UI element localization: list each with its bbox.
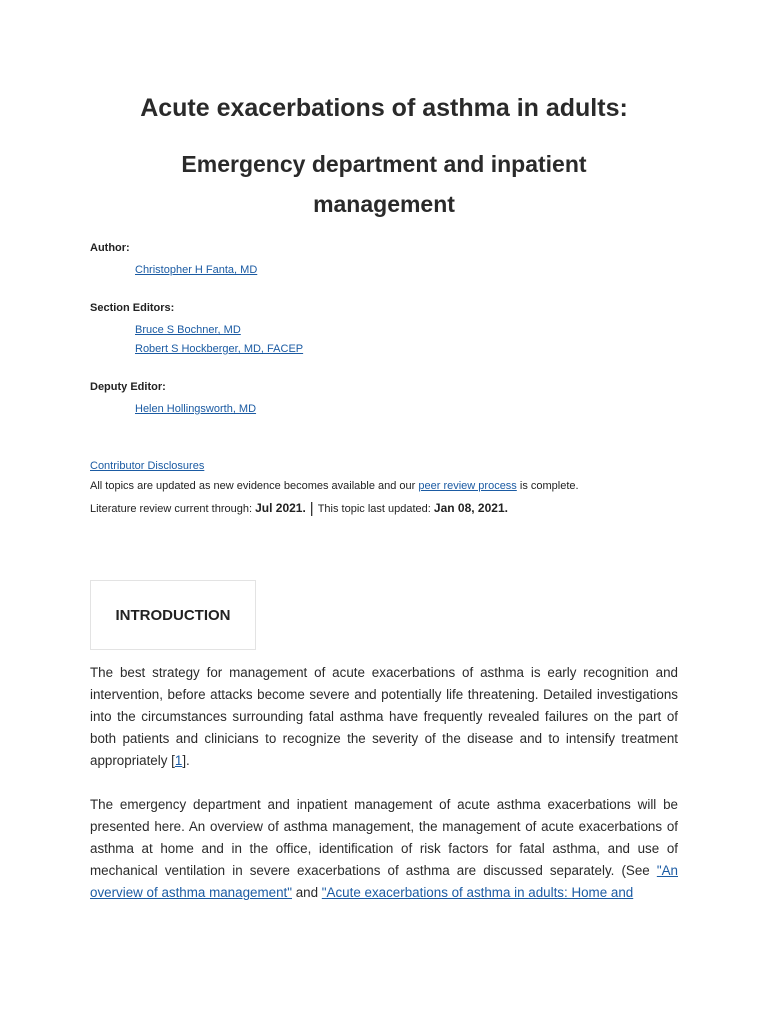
acute-exacerbations-home-link[interactable]: "Acute exacerbations of asthma in adults: Home and	[321, 885, 634, 900]
last-updated-date: Jan 08, 2021.	[433, 501, 508, 515]
title-line2: Emergency department and inpatient management	[181, 151, 587, 217]
section-editor-link-1[interactable]: Bruce S Bochner, MD	[135, 324, 241, 336]
paragraph-2	[90, 794, 678, 904]
reference-link-1[interactable]: 1	[174, 753, 183, 768]
paragraph-1-text: The best strategy for management of acute exacerbations of asthma is early recognition and intervention, before attacks become severe and potentially life threatening. Detailed investigations into the circumstances surrounding fatal asthma have frequently revealed failures on the part of both patients and clinicians to recognize the severity of the disease and to intensify treatment appropriately [	[90, 665, 678, 768]
overview-asthma-link[interactable]: "An overview of asthma management"	[90, 863, 678, 900]
update-text-post: is complete.	[516, 480, 579, 492]
lit-review-label: Literature review current through:	[90, 503, 256, 515]
peer-review-link[interactable]: peer review process	[418, 480, 517, 492]
paragraph-1-end: ].	[182, 753, 190, 768]
section-heading-box	[90, 580, 256, 650]
section-editors-label: Section Editors:	[90, 302, 175, 314]
deputy-editor-link[interactable]: Helen Hollingsworth, MD	[135, 403, 257, 415]
last-updated-label: This topic last updated:	[317, 503, 434, 515]
disclosures-row	[90, 460, 204, 472]
date-separator: |	[309, 500, 314, 517]
section-editor-link-2[interactable]: Robert S Hockberger, MD, FACEP	[135, 343, 304, 355]
update-text-pre: All topics are updated as new evidence becomes available and our	[90, 480, 419, 492]
deputy-editor-label: Deputy Editor:	[90, 381, 166, 393]
review-dates	[90, 499, 508, 516]
lit-review-date: Jul 2021.	[255, 501, 306, 515]
contributor-disclosures-link[interactable]: Contributor Disclosures	[90, 460, 205, 472]
section-heading: INTRODUCTION	[115, 606, 231, 624]
author-label: Author:	[90, 242, 130, 254]
paragraph-1	[90, 662, 678, 772]
paragraph-2-and: and	[292, 885, 322, 900]
title-line1: Acute exacerbations of asthma in adults:	[140, 94, 628, 122]
author-link[interactable]: Christopher H Fanta, MD	[135, 264, 258, 276]
update-note	[90, 480, 579, 492]
paragraph-2-text: The emergency department and inpatient management of acute asthma exacerbations will be presented here. An overview of asthma management, the management of acute exacerbations of asthma at home and in the office, identification of risk factors for fatal asthma, and use of mechanical ventilation in severe exacerbations of asthma are discussed separately. (See	[90, 797, 678, 878]
